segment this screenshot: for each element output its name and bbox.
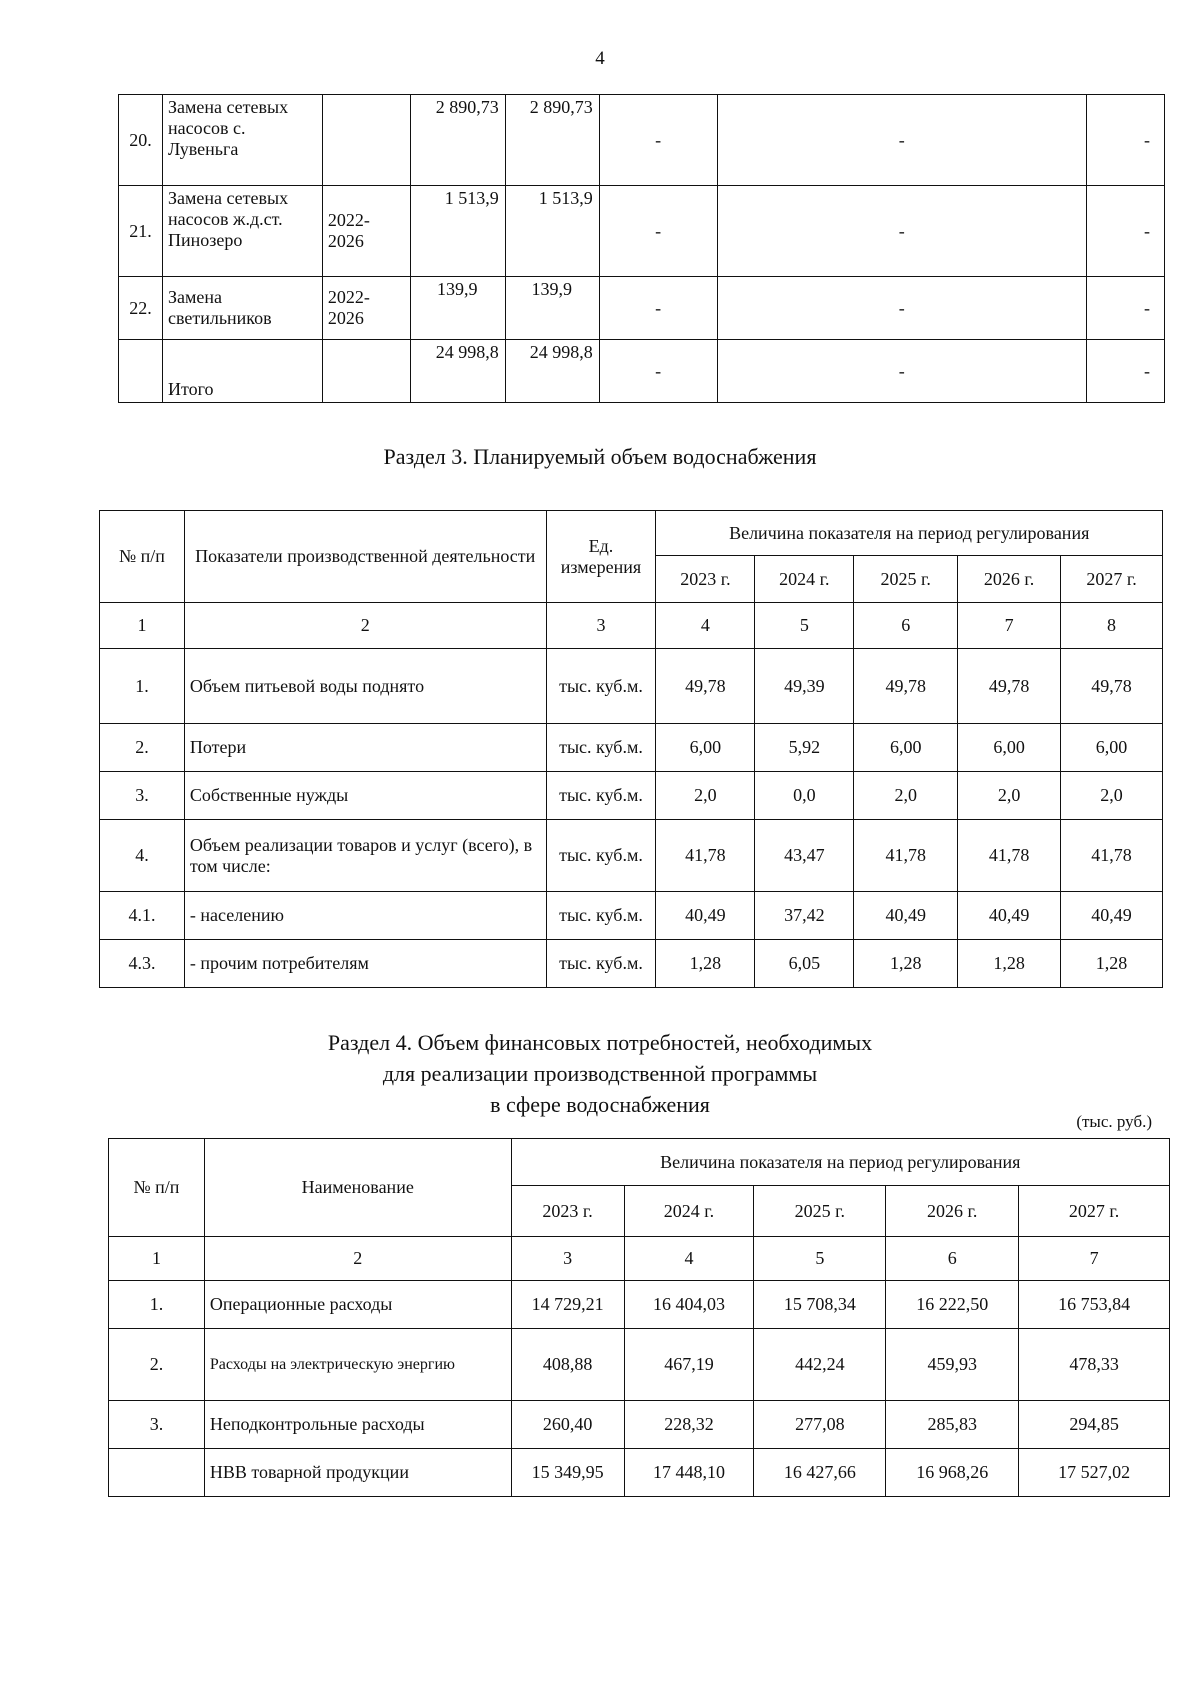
- row-value: 467,19: [624, 1329, 754, 1401]
- row-value: 277,08: [754, 1401, 886, 1449]
- colnum: 7: [958, 603, 1061, 649]
- row-value: 408,88: [511, 1329, 624, 1401]
- row-value: 228,32: [624, 1401, 754, 1449]
- row-dash: -: [717, 186, 1086, 277]
- colnum: 1: [100, 603, 185, 649]
- row-period: 2022-2026: [322, 186, 410, 277]
- row-number: 3.: [109, 1401, 205, 1449]
- section4-title-line1: Раздел 4. Объем финансовых потребностей, необходимых: [327, 1030, 873, 1055]
- header-row: [109, 1139, 1170, 1186]
- table-row: [100, 724, 1163, 772]
- row-dash: -: [717, 340, 1086, 403]
- colnum: 4: [624, 1237, 754, 1281]
- row-number: 4.: [100, 820, 185, 892]
- header-year: 2024 г.: [624, 1186, 754, 1237]
- row-value: 2 890,73: [410, 95, 505, 186]
- colnum: 4: [656, 603, 755, 649]
- row-value: 15 708,34: [754, 1281, 886, 1329]
- row-number: 4.1.: [100, 892, 185, 940]
- table-row: [119, 340, 1165, 403]
- row-number: 2.: [100, 724, 185, 772]
- row-name: - населению: [184, 892, 546, 940]
- table-row: [100, 820, 1163, 892]
- row-dash: -: [599, 277, 717, 340]
- row-dash: -: [1087, 95, 1165, 186]
- row-number: 4.3.: [100, 940, 185, 988]
- row-name: Итого: [162, 340, 322, 403]
- units-note: (тыс. руб.): [1076, 1112, 1152, 1131]
- row-name: Неподконтрольные расходы: [204, 1401, 511, 1449]
- row-number: 1.: [109, 1281, 205, 1329]
- row-value: 17 527,02: [1019, 1449, 1170, 1497]
- header-year: 2023 г.: [511, 1186, 624, 1237]
- row-dash: -: [1087, 340, 1165, 403]
- row-name: Замена светильников: [162, 277, 322, 340]
- row-value: 442,24: [754, 1329, 886, 1401]
- table-row: [119, 277, 1165, 340]
- row-value: 41,78: [656, 820, 755, 892]
- row-value: 139,9: [505, 277, 599, 340]
- row-number: 20.: [119, 95, 163, 186]
- header-unit: Ед. измерения: [546, 511, 656, 603]
- table-row: [119, 186, 1165, 277]
- header-row: [100, 511, 1163, 556]
- row-value: 294,85: [1019, 1401, 1170, 1449]
- row-dash: -: [1087, 186, 1165, 277]
- section4-title-line2: для реализации производственной программы: [382, 1061, 818, 1086]
- row-unit: тыс. куб.м.: [546, 892, 656, 940]
- row-name: Расходы на электрическую энергию: [204, 1329, 511, 1401]
- header-year: 2023 г.: [656, 556, 755, 603]
- header-year: 2025 г.: [854, 556, 958, 603]
- row-unit: тыс. куб.м.: [546, 820, 656, 892]
- row-value: 16 222,50: [886, 1281, 1019, 1329]
- row-value: 6,00: [854, 724, 958, 772]
- header-indicator: Показатели производственной деятельности: [184, 511, 546, 603]
- row-value: 5,92: [755, 724, 854, 772]
- row-name: НВВ товарной продукции: [204, 1449, 511, 1497]
- row-value: 49,78: [1061, 649, 1163, 724]
- row-value: 16 968,26: [886, 1449, 1019, 1497]
- colnum: 3: [511, 1237, 624, 1281]
- row-number: 21.: [119, 186, 163, 277]
- row-value: 2,0: [958, 772, 1061, 820]
- row-number: 3.: [100, 772, 185, 820]
- row-value: 1 513,9: [505, 186, 599, 277]
- row-dash: -: [1087, 277, 1165, 340]
- colnum: 2: [184, 603, 546, 649]
- row-period: 2022-2026: [322, 277, 410, 340]
- row-number: [119, 340, 163, 403]
- row-value: 43,47: [755, 820, 854, 892]
- row-value: 139,9: [410, 277, 505, 340]
- row-dash: -: [599, 186, 717, 277]
- row-value: 1,28: [656, 940, 755, 988]
- row-number: 2.: [109, 1329, 205, 1401]
- investment-table: [118, 94, 1165, 403]
- page-number: 4: [595, 48, 605, 69]
- row-unit: тыс. куб.м.: [546, 940, 656, 988]
- header-year: 2024 г.: [755, 556, 854, 603]
- row-value: 16 427,66: [754, 1449, 886, 1497]
- row-value: 478,33: [1019, 1329, 1170, 1401]
- section4-title-line3: в сфере водоснабжения: [490, 1092, 710, 1117]
- row-value: 459,93: [886, 1329, 1019, 1401]
- row-value: 6,05: [755, 940, 854, 988]
- row-unit: тыс. куб.м.: [546, 649, 656, 724]
- row-value: 6,00: [1061, 724, 1163, 772]
- row-value: 37,42: [755, 892, 854, 940]
- row-value: 16 404,03: [624, 1281, 754, 1329]
- row-name: Потери: [184, 724, 546, 772]
- header-year: 2027 г.: [1061, 556, 1163, 603]
- table-row: [109, 1281, 1170, 1329]
- table-row: [119, 95, 1165, 186]
- row-value: 40,49: [958, 892, 1061, 940]
- header-num: № п/п: [109, 1139, 205, 1237]
- row-value: 40,49: [854, 892, 958, 940]
- row-unit: тыс. куб.м.: [546, 724, 656, 772]
- table-row: [100, 940, 1163, 988]
- row-dash: -: [599, 95, 717, 186]
- row-name: Собственные нужды: [184, 772, 546, 820]
- row-value: 6,00: [958, 724, 1061, 772]
- table-row: [100, 649, 1163, 724]
- colnum: 1: [109, 1237, 205, 1281]
- colnum: 3: [546, 603, 656, 649]
- header-year: 2025 г.: [754, 1186, 886, 1237]
- financial-needs-table: [108, 1138, 1170, 1497]
- row-name: Объем питьевой воды поднято: [184, 649, 546, 724]
- row-value: 285,83: [886, 1401, 1019, 1449]
- colnum: 5: [754, 1237, 886, 1281]
- row-value: 41,78: [1061, 820, 1163, 892]
- colnum-row: [100, 603, 1163, 649]
- row-dash: -: [717, 277, 1086, 340]
- table-row: [109, 1329, 1170, 1401]
- water-supply-table: [99, 510, 1163, 988]
- table-row: [100, 772, 1163, 820]
- row-value: 49,78: [854, 649, 958, 724]
- row-dash: -: [717, 95, 1086, 186]
- colnum: 2: [204, 1237, 511, 1281]
- row-value: 49,78: [958, 649, 1061, 724]
- row-value: 1,28: [854, 940, 958, 988]
- row-value: 1,28: [1061, 940, 1163, 988]
- row-value: 1,28: [958, 940, 1061, 988]
- row-value: 24 998,8: [410, 340, 505, 403]
- row-value: 2 890,73: [505, 95, 599, 186]
- row-value: 24 998,8: [505, 340, 599, 403]
- row-number: 22.: [119, 277, 163, 340]
- row-value: 2,0: [854, 772, 958, 820]
- table-row: [109, 1401, 1170, 1449]
- table-row: [100, 892, 1163, 940]
- section4-title: [0, 1027, 1200, 1120]
- header-name: Наименование: [204, 1139, 511, 1237]
- colnum: 7: [1019, 1237, 1170, 1281]
- colnum: 6: [854, 603, 958, 649]
- row-value: 2,0: [656, 772, 755, 820]
- row-number: [109, 1449, 205, 1497]
- row-value: 0,0: [755, 772, 854, 820]
- row-value: 49,78: [656, 649, 755, 724]
- row-value: 2,0: [1061, 772, 1163, 820]
- row-value: 16 753,84: [1019, 1281, 1170, 1329]
- row-number: 1.: [100, 649, 185, 724]
- header-year: 2026 г.: [886, 1186, 1019, 1237]
- row-value: 17 448,10: [624, 1449, 754, 1497]
- table-row: [109, 1449, 1170, 1497]
- colnum: 5: [755, 603, 854, 649]
- row-value: 41,78: [958, 820, 1061, 892]
- row-name: Замена сетевых насосов ж.д.ст. Пинозеро: [162, 186, 322, 277]
- row-name: - прочим потребителям: [184, 940, 546, 988]
- section3-title: Раздел 3. Планируемый объем водоснабжения: [383, 444, 817, 469]
- header-num: № п/п: [100, 511, 185, 603]
- row-name: Замена сетевых насосов с. Лувеньга: [162, 95, 322, 186]
- row-value: 260,40: [511, 1401, 624, 1449]
- header-year: 2026 г.: [958, 556, 1061, 603]
- row-period: [322, 95, 410, 186]
- row-name: Операционные расходы: [204, 1281, 511, 1329]
- row-value: 1 513,9: [410, 186, 505, 277]
- header-period: Величина показателя на период регулирования: [511, 1139, 1169, 1186]
- row-period: [322, 340, 410, 403]
- row-value: 15 349,95: [511, 1449, 624, 1497]
- colnum-row: [109, 1237, 1170, 1281]
- colnum: 8: [1061, 603, 1163, 649]
- row-value: 6,00: [656, 724, 755, 772]
- header-period: Величина показателя на период регулирования: [656, 511, 1163, 556]
- row-value: 40,49: [1061, 892, 1163, 940]
- row-value: 49,39: [755, 649, 854, 724]
- row-name: Объем реализации товаров и услуг (всего), в том числе:: [184, 820, 546, 892]
- row-value: 14 729,21: [511, 1281, 624, 1329]
- row-value: 41,78: [854, 820, 958, 892]
- row-dash: -: [599, 340, 717, 403]
- row-value: 40,49: [656, 892, 755, 940]
- row-unit: тыс. куб.м.: [546, 772, 656, 820]
- header-year: 2027 г.: [1019, 1186, 1170, 1237]
- colnum: 6: [886, 1237, 1019, 1281]
